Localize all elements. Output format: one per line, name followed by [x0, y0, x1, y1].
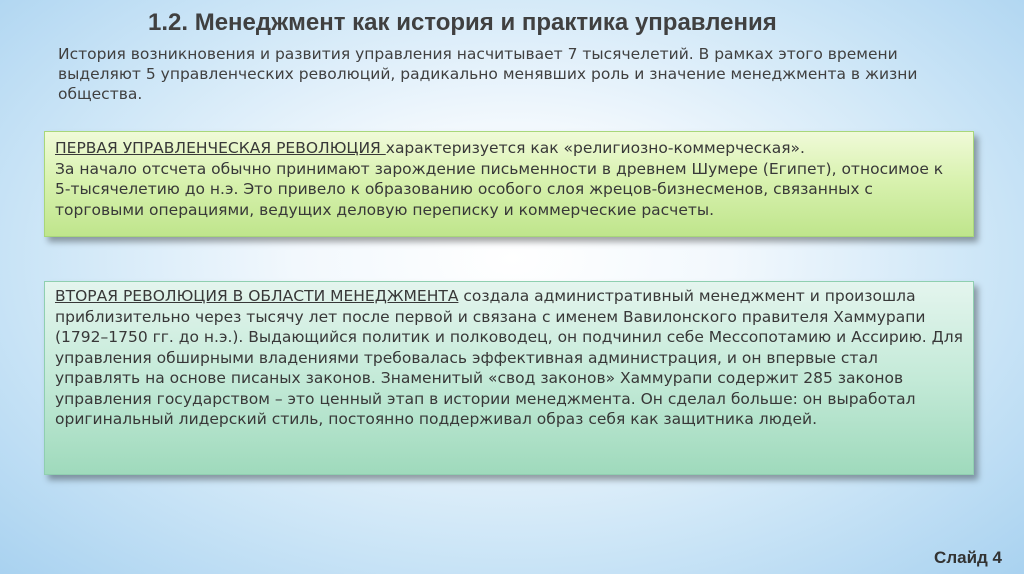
slide-title: 1.2. Менеджмент как история и практика управления	[148, 9, 777, 36]
second-revolution-text: создала административный менеджмент и произошла приблизительно через тысячу лет после первой и связана с именем Вавилонского правителя Хаммурапи (1792–1750 гг. до н.э.). Выдающийся политик и полководец, он подчинил себе Мессопотамию и Ассирию. Для управления обширными владениями требовалась эффективная администрация, и он впервые стал управлять на основе писаных законов. Знаменитый «свод законов» Хаммурапи содержит 285 законов управления государством – это ценный этап в истории менеджмента. Он сделал больше: он выработал оригинальный лидерский стиль, постоянно поддерживал образ себя как защитника людей.	[55, 287, 963, 428]
intro-paragraph: История возникновения и развития управления насчитывает 7 тысячелетий. В рамках этого времени выделяют 5 управленческих революций, радикально менявших роль и значение менеджмента в жизни общества.	[58, 45, 918, 103]
second-revolution-heading: ВТОРАЯ РЕВОЛЮЦИЯ В ОБЛАСТИ МЕНЕДЖМЕНТА	[55, 287, 459, 305]
first-revolution-subtitle: характеризуется как «религиозно-коммерческая».	[385, 139, 805, 157]
first-revolution-box	[44, 131, 974, 237]
second-revolution-box	[44, 281, 974, 475]
first-revolution-text: За начало отсчета обычно принимают зарождение письменности в древнем Шумере (Египет), относимое к 5-тысячелетию до н.э. Это привело к образованию особого слоя жрецов-бизнесменов, связанных с торговыми операциями, ведущих деловую переписку и коммерческие расчеты.	[55, 159, 944, 219]
first-revolution-heading: ПЕРВАЯ УПРАВЛЕНЧЕСКАЯ РЕВОЛЮЦИЯ	[55, 139, 386, 157]
slide-number: Слайд 4	[934, 548, 1002, 567]
